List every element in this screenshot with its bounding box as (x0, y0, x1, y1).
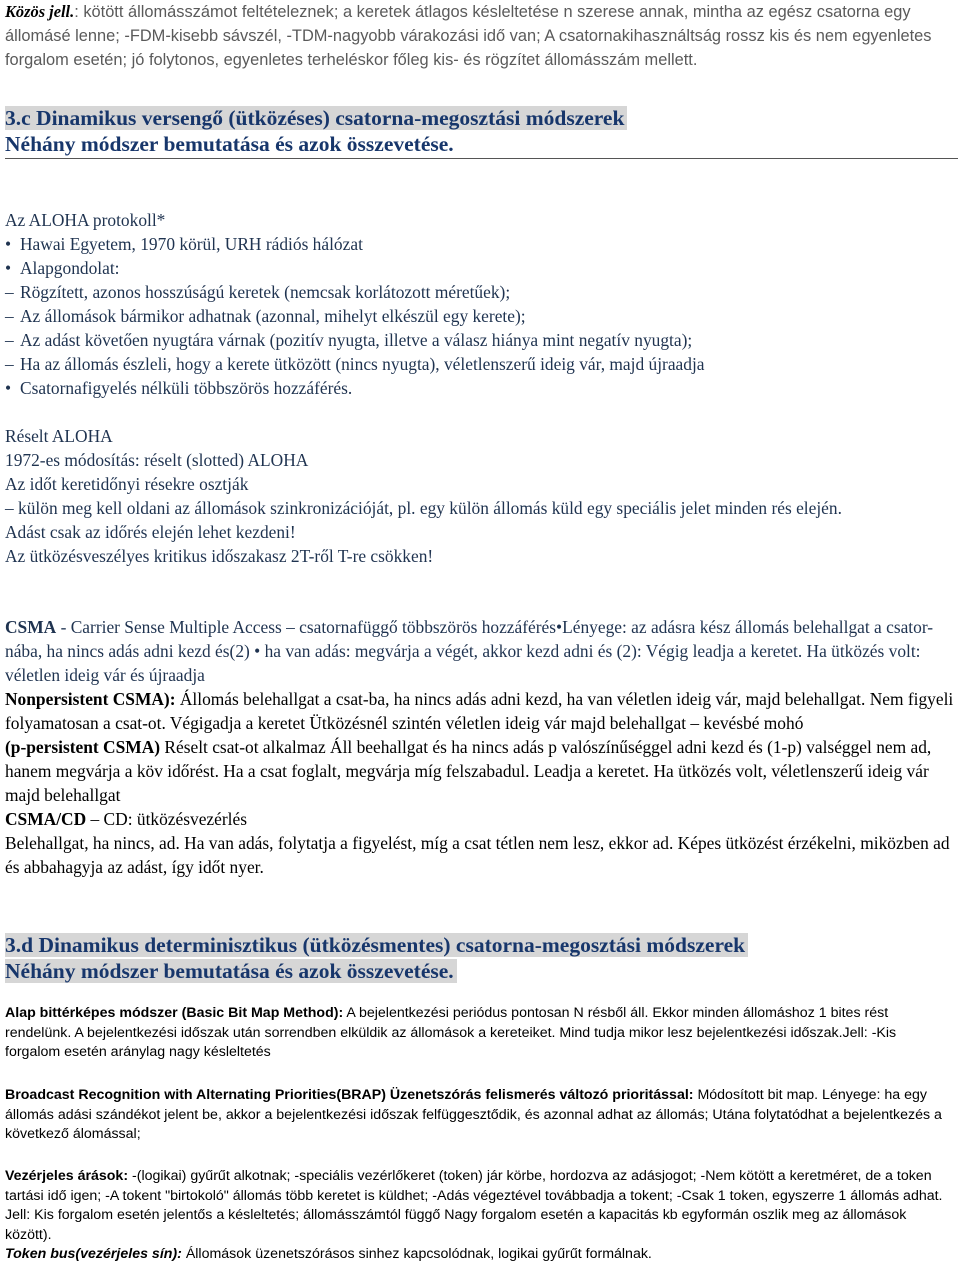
aloha-title: Az ALOHA protokoll* (5, 210, 166, 230)
csma-lead: CSMA (5, 617, 57, 637)
section-d-title: 3.d Dinamikus determinisztikus (ütközésmentes) csatorna-megosztási módszerek (5, 933, 748, 957)
aloha-bullet-2-text: Alapgondolat: (20, 258, 120, 278)
bitmap-text: A bejelentkezési periódus pontosan N résből áll. Ekkor minden állomáshoz 1 bites rést rendelünk. A bejelentkezési időszak után sorrendben elküldik az állomások a kereteiket. Mind tudja mikor lesz bejelentkezési időszak.Jell: -Kis forgalom esetén aránylag nagy késleltetés (5, 1005, 897, 1060)
slotted-title: Réselt ALOHA (5, 426, 113, 446)
aloha-dash-4 (5, 352, 955, 376)
section-d-heading (5, 932, 957, 984)
token-lead: Vezérjeles árások: (5, 1168, 129, 1184)
brap-paragraph (5, 1086, 955, 1145)
aloha-dash-3 (5, 328, 955, 352)
aloha-dash-1 (5, 280, 955, 304)
dash-icon: – (5, 306, 14, 326)
nonpersistent-lead: Nonpersistent CSMA): (5, 689, 176, 709)
nonpersistent-text: Állomás belehallgat a csat-ba, ha nincs adás adni kezd, ha van véletlen ideig vár, majd belehallgat. Nem figyeli folyamatosan a csat-ot. Végigadja a keretet Ütközésnél szintén véletlen ideig vár majd belehallgat – kevésbé mohó (5, 689, 954, 733)
bitmap-paragraph (5, 1004, 955, 1063)
dash-icon: – (5, 282, 14, 302)
bullet-icon: • (5, 258, 12, 278)
intro-lead: Közös jell. (5, 2, 75, 21)
bullet-icon: • (5, 234, 12, 254)
aloha-dash-3-text: Az adást követően nyugtára várnak (pozitív nyugta, illetve a válasz hiánya mint negatív nyugta); (20, 330, 693, 350)
ppersistent-text: Réselt csat-ot alkalmaz Áll beehallgat és ha nincs adás p valószínűséggel adni kezd és (1-p) valséggel nem ad, hanem megvárja a köv időrést. Ha a csat foglalt, megvárja míg felszabadul. Leadja a keretet. Ha ütközés volt, véletlenszerű ideig vár majd belehallgat (5, 737, 932, 805)
brap-text: Módosított bit map. Lényege: ha egy állomás adási szándékot jelent be, akkor a bejelentkezési időszak felfüggesztődik, és azonnal adhat az állomás; Utána folytatódhat a bejelentkezés a következő álomással; (5, 1087, 942, 1142)
aloha-dash-2-text: Az állomások bármikor adhatnak (azonnal, mihelyt elkészül egy kerete); (20, 306, 526, 326)
nonpersistent-paragraph (5, 687, 955, 735)
csmacd-line (5, 807, 955, 831)
ppersistent-paragraph (5, 735, 955, 807)
section-c-heading (5, 105, 957, 157)
aloha-bullet-1 (5, 232, 955, 256)
csma-text: - Carrier Sense Multiple Access – csatornafüggő többszörös hozzáférés•Lényege: az adásra kész állomás belehallgat a csator-nába, ha nincs adás adni kezd és(2) • ha van adás: megvárja a végét, akkor kezd adni és (2): Végig leadja a keretet. Ha ütközés volt: véletlen ideig vár és újraadja (5, 617, 934, 685)
token-bus-text: Állomások üzenetszórásos sinhez kapcsolódnak, logikai gyűrűt formálnak. (181, 1246, 652, 1262)
section-c-subtitle: Néhány módszer bemutatása és azok összevetése. (5, 132, 454, 156)
csma-block (5, 615, 955, 879)
section-c-rule (5, 158, 958, 159)
aloha-dash-4-text: Ha az állomás észleli, hogy a kerete ütközött (nincs nyugta), véletlenszerű ideig vár, majd újraadja (20, 354, 705, 374)
dash-icon: – (5, 330, 14, 350)
aloha-bullet-2 (5, 256, 955, 280)
section-d-subtitle: Néhány módszer bemutatása és azok összevetése. (5, 959, 457, 983)
token-bus-lead: Token bus(vezérjeles sín): (5, 1246, 182, 1262)
slotted-line-2: Az időt keretidőnyi résekre osztják (5, 474, 249, 494)
token-block (5, 1167, 955, 1265)
slotted-line-4: Adást csak az időrés elején lehet kezdeni! (5, 522, 296, 542)
bitmap-lead: Alap bittérképes módszer (Basic Bit Map Method): (5, 1005, 344, 1021)
dash-icon: – (5, 354, 14, 374)
aloha-bullet-3 (5, 376, 955, 400)
csmacd-paragraph: Belehallgat, ha nincs, ad. Ha van adás, folytatja a figyelést, míg a csat tétlen nem lesz, ekkor ad. Képes ütközést érzékelni, miközben ad és abbahagyja az adást, így időt nyer. (5, 833, 950, 877)
bullet-icon: • (5, 378, 12, 398)
csmacd-lead: CSMA/CD (5, 809, 87, 829)
token-paragraph (5, 1167, 955, 1245)
section-c-title: 3.c Dinamikus versengő (ütközéses) csatorna-megosztási módszerek (5, 106, 627, 130)
aloha-block (5, 208, 955, 400)
slotted-line-3: – külön meg kell oldani az állomások szinkronizációját, pl. egy külön állomás küld egy speciális jelet minden rés elején. (5, 498, 842, 518)
slotted-line-5: Az ütközésveszélyes kritikus időszakasz 2T-ről T-re csökken! (5, 546, 434, 566)
brap-lead: Broadcast Recognition with Alternating Priorities(BRAP) Üzenetszórás felismerés változó prioritással: (5, 1087, 694, 1103)
csmacd-text: – CD: ütközésvezérlés (86, 809, 247, 829)
intro-paragraph (5, 0, 955, 72)
csma-paragraph (5, 615, 955, 687)
ppersistent-lead: (p-persistent CSMA) (5, 737, 161, 757)
aloha-dash-1-text: Rögzített, azonos hosszúságú keretek (nemcsak korlátozott méretűek); (20, 282, 511, 302)
aloha-bullet-1-text: Hawai Egyetem, 1970 körül, URH rádiós hálózat (20, 234, 363, 254)
token-text: -(logikai) gyűrűt alkotnak; -speciális vezérlőkeret (token) jár körbe, hordozva az adásjogot; -Nem kötött a keretméret, de a token tartási idő igen; -A tokent "birtokoló" állomás több keretet is küldhet; -Adás végeztével továbbadja a tokent; -Csak 1 token, egyszerre 1 állomás adhat. Jell: Kis forgalom esetén jelentős a késleltetés; állomásszámtól függő Nagy forgalom esetén a kapacitás kb egyformán oszlik meg az állomások között). (5, 1168, 943, 1243)
slotted-aloha-block (5, 424, 955, 568)
aloha-bullet-3-text: Csatornafigyelés nélküli többszörös hozzáférés. (20, 378, 353, 398)
slotted-line-1: 1972-es módosítás: réselt (slotted) ALOHA (5, 450, 309, 470)
token-bus-paragraph (5, 1245, 955, 1265)
aloha-dash-2 (5, 304, 955, 328)
intro-text: : kötött állomásszámot feltételeznek; a keretek átlagos késleltetése n szerese annak, mintha az egész csatorna egy állomásé lenne; -FDM-kisebb sávszél, -TDM-nagyobb várakozási idő van; A csatornakihasználtság rossz kis és nem egyenletes forgalom esetén; jó folytonos, egyenletes terheléskor főleg kis- és rögzítet állomásszám mellett. (5, 3, 932, 69)
